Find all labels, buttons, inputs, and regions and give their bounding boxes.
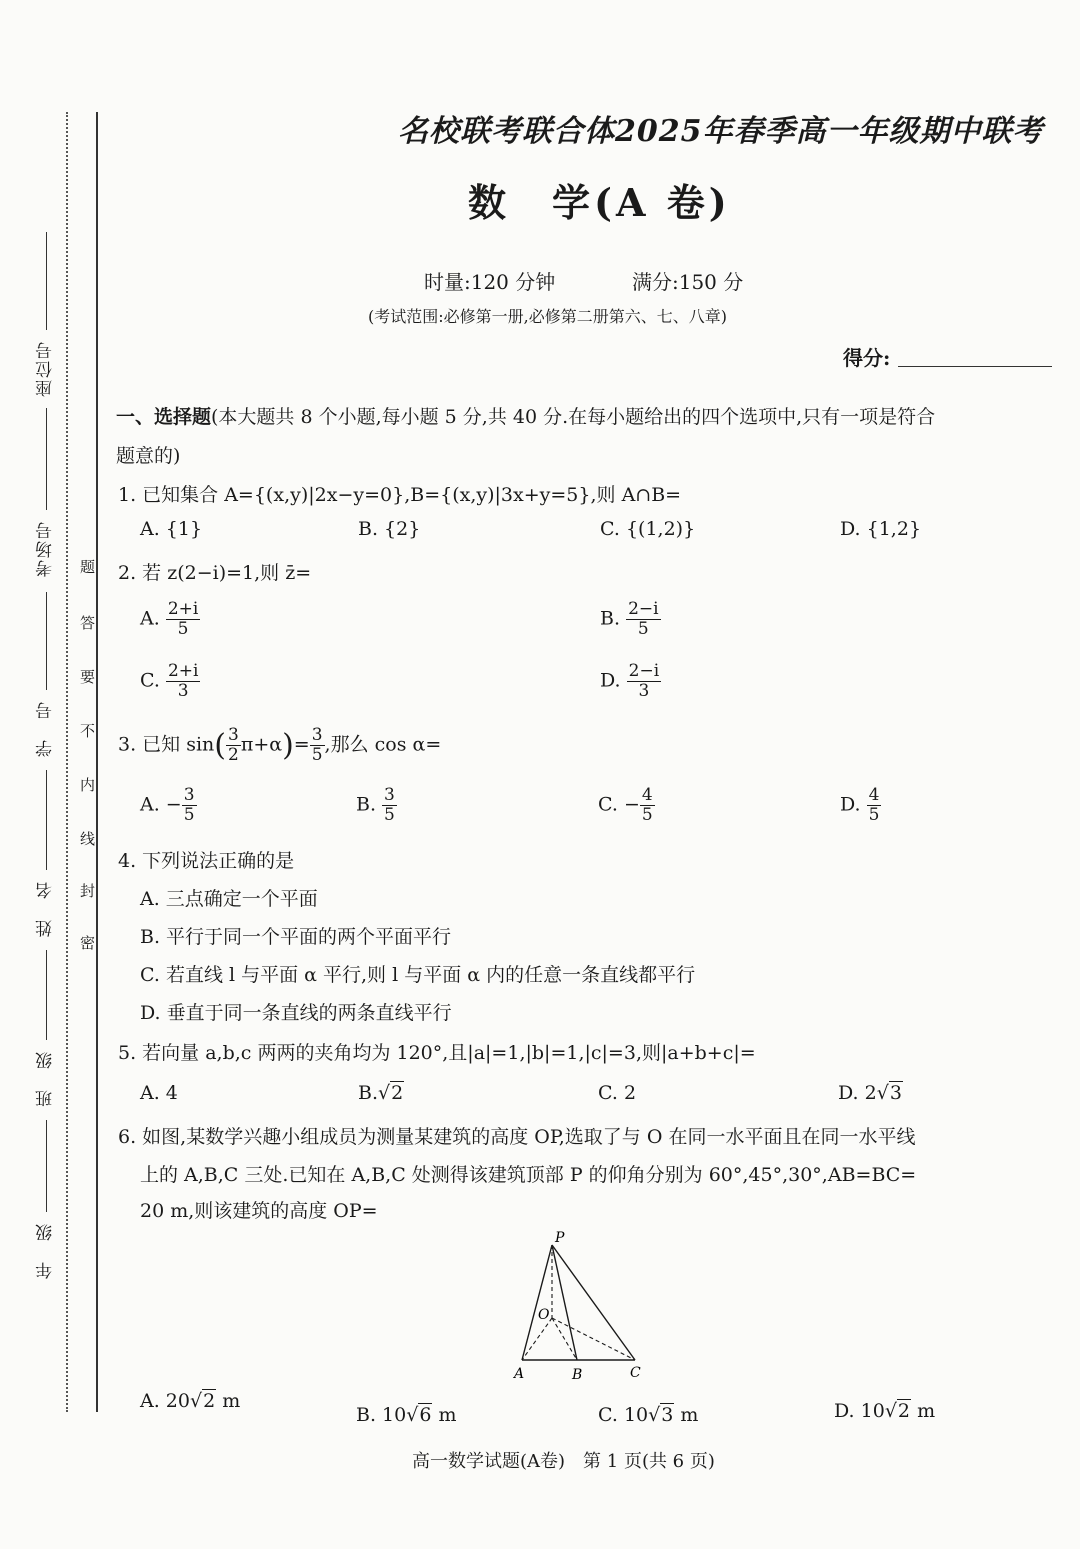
q5-option-c[interactable]: C. 2 [598,1082,637,1104]
name-blank[interactable] [46,770,48,870]
option-label: A. 20 [140,1390,190,1412]
fraction [310,726,325,765]
subject-title: 数 学(A 卷) [468,180,731,225]
q3-equals: = [293,733,310,756]
seal-char: 题 [80,558,96,576]
q1-option-d[interactable]: D. {1,2} [840,518,922,540]
seat-number-blank[interactable] [46,232,48,330]
denominator: 5 [641,805,653,825]
numerator: 3 [311,725,323,745]
denominator: 2 [228,745,239,765]
numerator: 2+i [167,599,199,619]
option-label: A. [140,607,160,630]
option-label: C. − [598,793,640,816]
line-pa [522,1245,552,1360]
q6-stem-line1: 6. 如图,某数学兴趣小组成员为测量某建筑的高度 OP,选取了与 O 在同一水平面且在同一水平线 [118,1126,916,1148]
radicand: 2 [391,1082,404,1104]
option-label: D. 2 [838,1082,877,1104]
q4-option-c[interactable]: C. 若直线 l 与平面 α 平行,则 l 与平面 α 内的任意一条直线都平行 [140,964,696,986]
q6-option-b[interactable]: B. 10√6 m [356,1404,457,1426]
option-label: B. [358,1082,379,1104]
seal-char: 不 [80,722,96,740]
seal-char: 封 [80,882,96,900]
exam-title: 名校联考联合体2025年春季高一年级期中联考 [398,114,1044,149]
grade-label: 年 级 [36,1222,56,1279]
fraction [626,600,661,639]
q4-stem: 4. 下列说法正确的是 [118,850,295,872]
q1-option-b[interactable]: B. {2} [358,518,421,540]
seal-char: 内 [80,776,96,794]
q1-stem: 1. 已知集合 A={(x,y)|2x−y=0},B={(x,y)|3x+y=5},则 A∩B= [118,484,682,506]
option-label: D. 10 [834,1400,885,1422]
option-label: B. [600,607,621,630]
q2-option-b[interactable] [600,600,661,639]
denominator: 5 [177,619,189,639]
full-score: 满分:150 分 [632,270,744,294]
seal-char: 线 [80,830,96,848]
fraction [640,786,655,825]
fraction [166,600,201,639]
seal-char: 密 [80,934,96,952]
option-label: A. − [140,793,182,816]
point-label-a: A [514,1366,525,1382]
fraction [166,662,201,701]
option-label: D. [600,669,621,692]
radicand: 2 [203,1390,216,1412]
q5-option-a[interactable]: A. 4 [140,1082,178,1104]
point-label-b: B [572,1367,583,1383]
point-label-o: O [538,1307,550,1323]
option-label: B. [356,793,383,816]
numerator: 2−i [628,661,660,681]
solid-binding-line [96,112,98,1412]
q3-lead: 3. 已知 sin [118,733,215,756]
denominator: 5 [384,805,395,825]
score-blank[interactable] [898,366,1052,367]
fraction [867,786,882,825]
denominator: 3 [177,681,189,701]
fraction [226,726,241,765]
q6-stem-line2: 上的 A,B,C 三处.已知在 A,B,C 处测得该建筑顶部 P 的仰角分别为 60°,45°,30°,AB=BC= [140,1164,917,1186]
q6-stem-line3: 20 m,则该建筑的高度 OP= [140,1200,378,1222]
point-label-c: C [630,1365,641,1381]
seal-char: 答 [80,614,96,632]
numerator: 4 [641,785,653,805]
q5-option-b[interactable]: B.√2 [358,1082,404,1104]
seal-char: 要 [80,668,96,686]
q6-option-c[interactable]: C. 10√3 m [598,1404,699,1426]
fraction [182,786,197,825]
score-label: 得分: [843,346,891,370]
q2-option-a[interactable] [140,600,200,639]
q3-option-b[interactable] [356,786,397,825]
q4-option-a[interactable]: A. 三点确定一个平面 [140,888,318,910]
numerator: 4 [868,785,880,805]
fraction [627,662,662,701]
section-heading-title: 一、选择题 [116,406,212,428]
q4-option-b[interactable]: B. 平行于同一个平面的两个平面平行 [140,926,452,948]
q4-option-d[interactable]: D. 垂直于同一条直线的两条直线平行 [140,1002,452,1024]
exam-room-blank[interactable] [46,408,48,510]
q1-option-a[interactable]: A. {1} [140,518,203,540]
section-heading [116,402,935,429]
q5-option-d[interactable]: D. 2√3 [838,1082,902,1104]
option-label: C. 10 [598,1404,649,1426]
q3-option-d[interactable] [840,786,881,825]
section-heading-line2: 题意的) [116,445,181,467]
denominator: 5 [868,805,880,825]
q6-figure [500,1228,660,1388]
unit: m [222,1390,241,1412]
unit: m [917,1400,936,1422]
numerator: 3 [384,785,395,805]
numerator: 3 [183,785,195,805]
option-label: B. 10 [356,1404,407,1426]
q3-option-a[interactable] [140,786,197,825]
radicand: 2 [897,1400,911,1422]
denominator: 3 [638,681,650,701]
denominator: 5 [637,619,649,639]
right-paren: ) [282,728,294,763]
dotted-binding-line [66,112,68,1412]
left-paren: ( [214,728,226,763]
page-footer: 高一数学试题(A卷) 第 1 页(共 6 页) [412,1451,715,1472]
q2-stem: 2. 若 z(2−i)=1,则 z̄= [118,562,312,584]
point-label-p: P [555,1230,565,1246]
numerator: 2+i [167,661,199,681]
student-id-label: 学 号 [36,700,56,757]
denominator: 5 [183,805,195,825]
numerator: 2−i [628,599,659,619]
numerator: 3 [228,725,239,745]
denominator: 5 [311,745,323,765]
class-blank[interactable] [46,950,48,1040]
name-label: 姓 名 [36,880,56,937]
q2-option-c[interactable] [140,662,200,701]
q3-tail: ,那么 cos α= [324,733,442,756]
unit: m [438,1404,457,1426]
q3-option-c[interactable] [598,786,655,825]
option-label: C. [140,669,160,692]
q3-stem [118,726,441,765]
q2-option-d[interactable] [600,662,661,701]
line-ob [552,1318,577,1360]
fraction [382,786,397,825]
q3-angle-rest: π+α [240,733,283,756]
class-label: 班 级 [36,1050,56,1107]
student-id-blank[interactable] [46,592,48,690]
unit: m [680,1404,699,1426]
radicand: 3 [889,1082,902,1104]
radicand: 3 [661,1404,674,1426]
grade-blank[interactable] [46,1120,48,1212]
line-oa [522,1318,552,1360]
q5-stem: 5. 若向量 a,b,c 两两的夹角均为 120°,且|a|=1,|b|=1,|c|=3,则|a+b+c|= [118,1042,756,1064]
q1-option-c[interactable]: C. {(1,2)} [600,518,696,540]
q6-option-a[interactable]: A. 20√2 m [140,1390,241,1412]
time-limit: 时量:120 分钟 [424,270,556,294]
radicand: 6 [419,1404,432,1426]
exam-room-label: 考场号 [36,520,56,577]
seat-number-label: 座位号 [36,340,56,397]
section-heading-desc: (本大题共 8 个小题,每小题 5 分,共 40 分.在每小题给出的四个选项中,只有一项是符合 [211,406,936,428]
option-label: D. [840,793,867,816]
q6-option-d[interactable]: D. 10√2 m [834,1400,936,1422]
exam-scope: (考试范围:必修第一册,必修第二册第六、七、八章) [368,307,727,326]
